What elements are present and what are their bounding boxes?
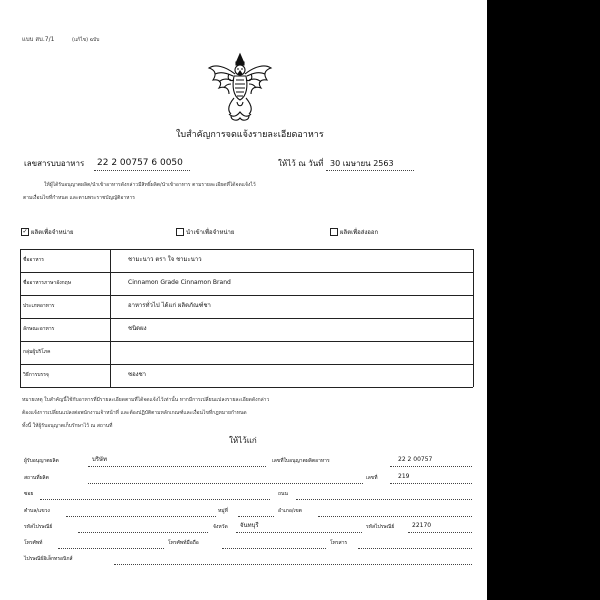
registration-label: เลขสารบบอาหาร — [24, 159, 85, 168]
postcode-label: รหัสไปรษณีย์ — [24, 524, 53, 530]
detail-label: ชื่ออาหาร — [23, 257, 44, 263]
checkbox-import-label: นำเข้าเพื่อจำหน่าย — [186, 229, 235, 236]
license-no-label: เลขที่ใบอนุญาตผลิตอาหาร — [272, 458, 330, 464]
issued-to-heading: ให้ไว้แก่ — [229, 436, 257, 445]
issue-date-value: 30 เมษายน 2563 — [330, 159, 394, 168]
mobile-label: โทรศัพท์มือถือ — [168, 540, 199, 546]
issue-date-label: ให้ไว้ ณ วันที่ — [278, 159, 324, 168]
license-no-value: 22 2 00757 — [398, 456, 433, 463]
note-line-2: ต้องแจ้งการเปลี่ยนแปลงต่อพนักงานเจ้าหน้าที่ และต้องปฏิบัติตามหลักเกณฑ์และเงื่อนไขที่กฎหมายกำหนด — [22, 410, 247, 416]
detail-value: ชนิดผง — [128, 325, 147, 332]
form-code-note: (แก้ไข) ฉบับ — [72, 37, 100, 43]
checkbox-export[interactable] — [330, 228, 338, 236]
licensee-name-value: บริษัท — [92, 456, 107, 463]
fax-label: โทรสาร — [330, 540, 348, 546]
soi-label: ซอย — [24, 491, 34, 497]
place-label: สถานที่ผลิต — [24, 475, 49, 481]
email-label: ไปรษณีย์อิเล็กทรอนิกส์ — [24, 556, 73, 562]
house-no-value: 219 — [398, 473, 410, 480]
garuda-emblem-icon — [207, 52, 273, 124]
postcode-value: 22170 — [412, 522, 432, 529]
page-title: ใบสำคัญการจดแจ้งรายละเอียดอาหาร — [176, 130, 324, 140]
road-label: ถนน — [278, 491, 288, 497]
checkbox-produce[interactable] — [21, 228, 29, 236]
house-no-label: เลขที่ — [366, 475, 378, 481]
note-line-3: ทั้งนี้ ให้ผู้รับอนุญาตเก็บรักษาไว้ ณ สถานที่ — [22, 423, 113, 429]
province-label: จังหวัด — [213, 524, 228, 530]
phone-label: โทรศัพท์ — [24, 540, 43, 546]
province-value: จันทบุรี — [240, 522, 259, 529]
detail-label: ชื่ออาหารภาษาอังกฤษ — [23, 280, 71, 286]
checkbox-produce-label: ผลิตเพื่อจำหน่าย — [31, 229, 74, 236]
intro-line-1: ให้ผู้ได้รับอนุญาตผลิต/นำเข้าอาหารดังกล่าวมีสิทธิ์ผลิต/นำเข้าอาหาร ตามรายละเอียดที่ได้จดแจ้งไว้ — [44, 182, 256, 188]
detail-label: กลุ่มผู้บริโภค — [23, 349, 51, 355]
checkbox-import[interactable] — [176, 228, 184, 236]
moo-label: หมู่ที่ — [218, 508, 228, 514]
detail-value: ซองชา — [128, 371, 147, 378]
postcode-label-right: รหัสไปรษณีย์ — [366, 524, 395, 530]
licensee-name-label: ผู้รับอนุญาตผลิต — [24, 458, 59, 464]
form-code: แบบ สบ.7/1 — [22, 36, 55, 43]
check-mark-icon: ✓ — [22, 228, 28, 235]
intro-line-2: ตามเงื่อนไขที่กำหนด และตามพระราชบัญญัติอาหาร — [23, 195, 135, 201]
note-line-1: หมายเหตุ ใบสำคัญนี้ใช้กับอาหารที่มีรายละเอียดตามที่ได้จดแจ้งไว้เท่านั้น หากมีการเปลี่ยนแปลงรายละเอียดดังกล่าว — [22, 397, 270, 403]
detail-value: ชามะนาว ตรา ใจ ชามะนาว — [128, 256, 202, 263]
detail-label: ประเภทอาหาร — [23, 303, 55, 309]
registration-number: 22 2 00757 6 0050 — [97, 158, 183, 168]
checkbox-export-label: ผลิตเพื่อส่งออก — [340, 229, 379, 236]
district-label: อำเภอ/เขต — [278, 508, 302, 514]
detail-value: Cinnamon Grade Cinnamon Brand — [128, 279, 231, 286]
detail-value: อาหารทั่วไป ได้แก่ ผลิตภัณฑ์ชา — [128, 302, 211, 309]
subdistrict-label: ตำบล/แขวง — [24, 508, 50, 514]
detail-label: วิธีการบรรจุ — [23, 372, 49, 378]
detail-label: ลักษณะอาหาร — [23, 326, 55, 332]
